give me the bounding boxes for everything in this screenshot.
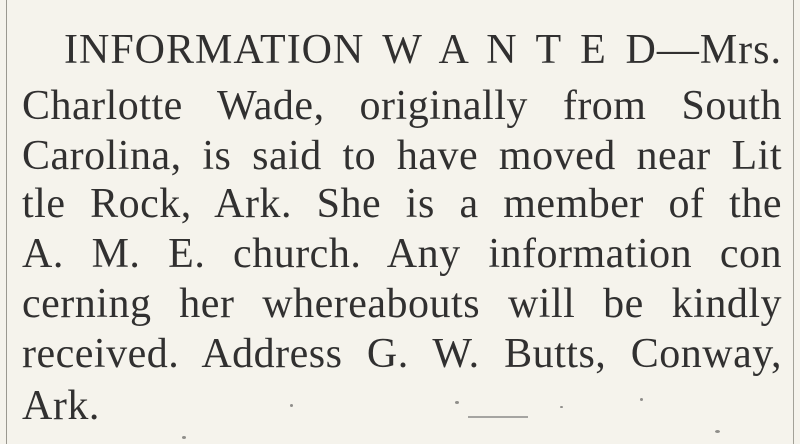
ink-speck [560,406,563,408]
right-column-rule [793,0,794,444]
notice-text-line-7: received. Address G. W. Butts, Conway, [22,331,782,377]
ink-smudge [468,416,528,418]
notice-text-line-4: tle Rock, Ark. She is a member of the [22,181,782,227]
notice-text-line-3: Carolina, is said to have moved near Lit [22,133,782,179]
ink-speck [640,398,643,401]
notice-text-line-8: Ark. [22,383,100,429]
notice-text-line-5: A. M. E. church. Any information con [22,231,782,277]
left-column-rule [6,0,7,444]
notice-text-line-2: Charlotte Wade, originally from South [22,83,782,129]
notice-text-line-6: cerning her whereabouts will be kindly [22,281,782,327]
notice-headline-line: INFORMATION W A N T E D—Mrs. [64,27,782,73]
ink-speck [715,430,720,433]
ink-speck [290,404,293,407]
ink-speck [182,436,186,439]
ink-speck [455,401,459,404]
